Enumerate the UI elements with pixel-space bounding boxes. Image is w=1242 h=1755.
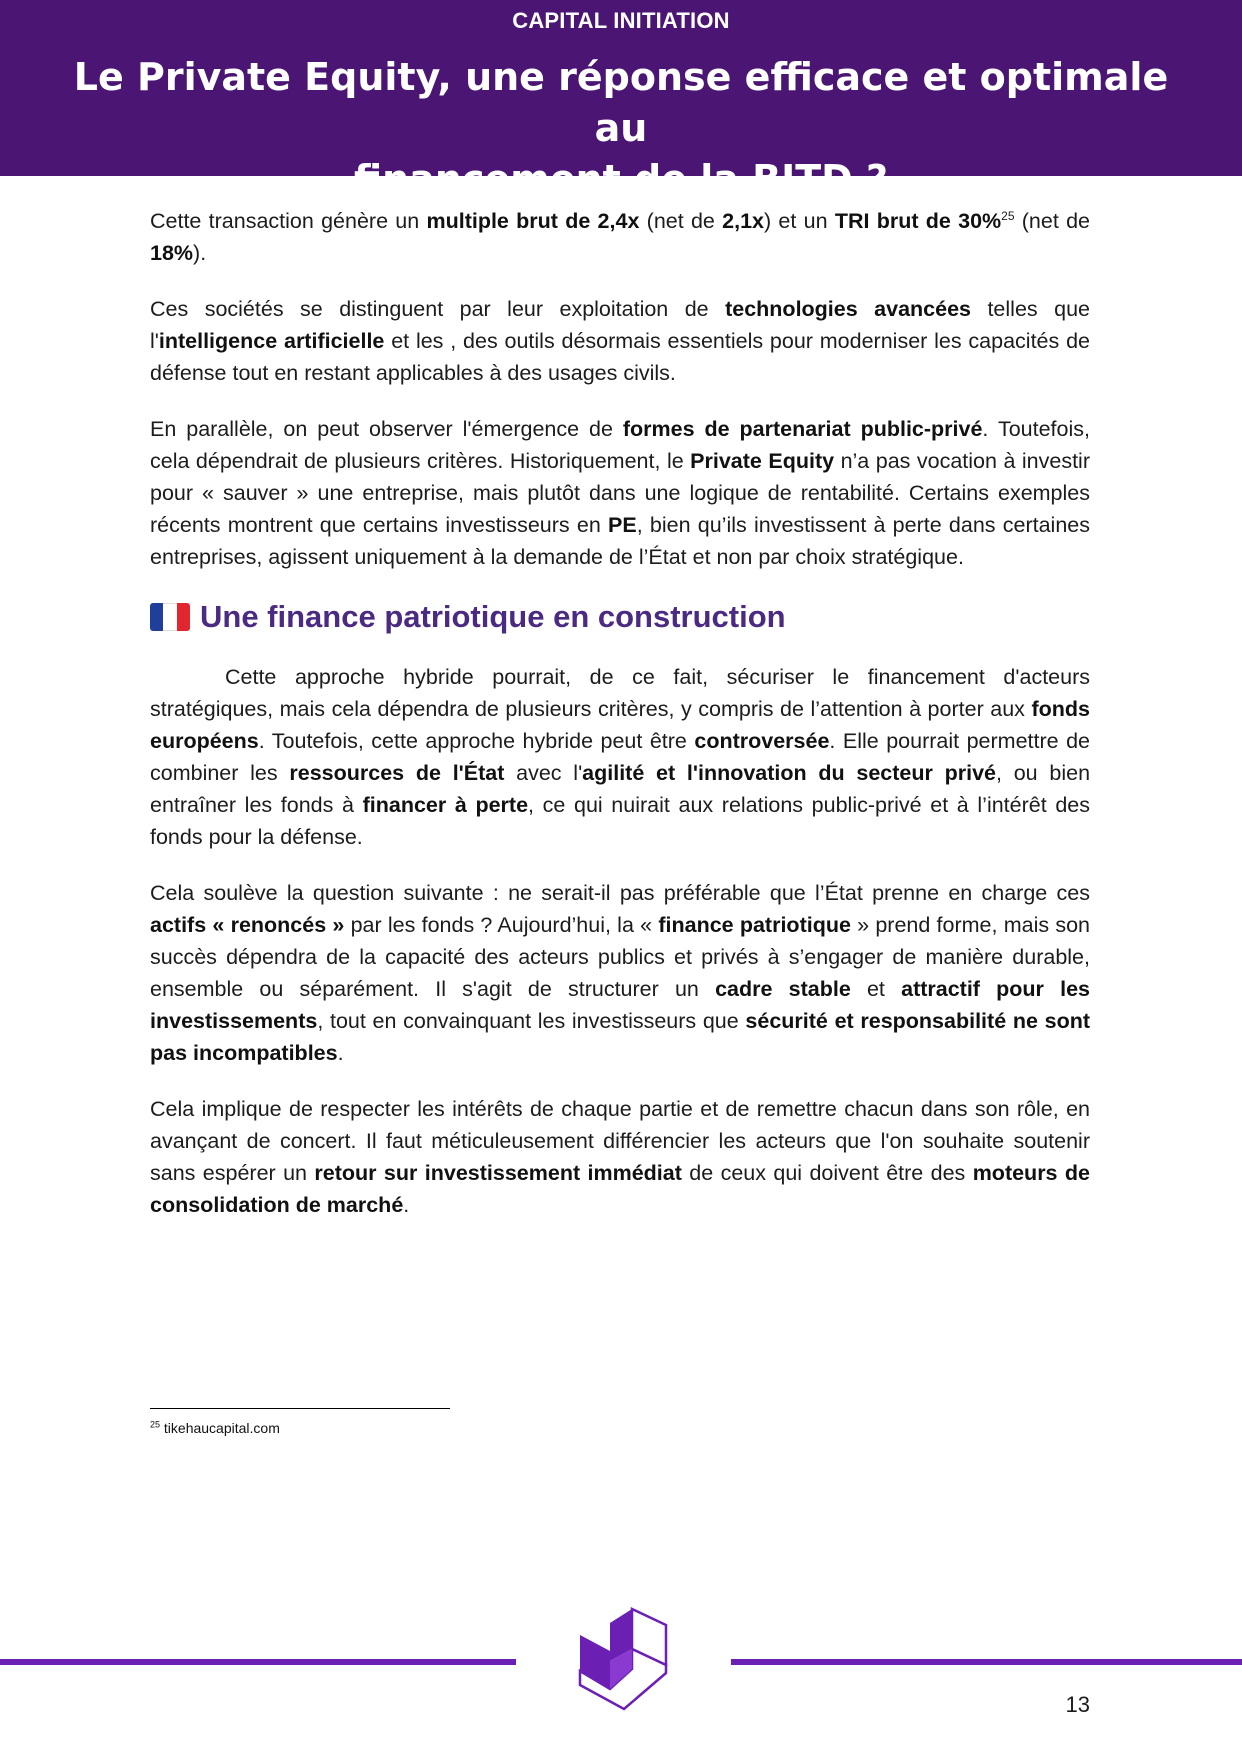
text: En parallèle, on peut observer l'émergence de <box>150 417 623 441</box>
emphasis: retour sur investissement immédiat <box>314 1161 682 1185</box>
page-title <box>60 52 1182 205</box>
emphasis: multiple brut de 2,4x <box>426 209 640 233</box>
text: par les fonds ? Aujourd’hui, la « <box>344 913 659 937</box>
emphasis: ressources de l'État <box>289 761 505 785</box>
text: . <box>337 1041 344 1065</box>
org-name: CAPITAL INITIATION <box>512 8 730 33</box>
emphasis: finance patriotique <box>658 913 851 937</box>
emphasis: cadre stable <box>715 977 851 1001</box>
footnote <box>150 1420 280 1436</box>
footnote-text: tikehaucapital.com <box>160 1420 280 1436</box>
text: et les , des outils désormais essentiels pour moderniser les capacités de défense tout en restant applicables à des usages civils. <box>150 329 1090 385</box>
text: avec l' <box>504 761 583 785</box>
text: . <box>403 1193 410 1217</box>
text: » prend forme, mais son succès dépendra de la capacité des acteurs publics et privés à s’engager de manière durable, ensemble ou séparément. Il s'agit de structurer un <box>150 913 1090 1001</box>
text: . Toutefois, cette approche hybride peut être <box>258 729 695 753</box>
emphasis: attractif pour les investissements <box>150 977 1090 1033</box>
capital-initiation-logo-icon <box>560 1605 690 1715</box>
section-heading-text: Une finance patriotique en construction <box>200 599 786 634</box>
emphasis: moteurs de consolidation de marché <box>150 1161 1090 1217</box>
title-line-2: financement de la BITD ? <box>354 157 888 201</box>
emphasis: financer à perte <box>362 793 529 817</box>
header-banner <box>0 0 1242 201</box>
text: . Toutefois, cela dépendrait de plusieurs critères. Historiquement, le <box>150 417 1090 473</box>
text: Ces sociétés se distinguent par leur exploitation de <box>150 297 726 321</box>
emphasis: 18% <box>150 241 194 265</box>
title-line-1: Le Private Equity, une réponse efficace et optimale au <box>73 55 1169 150</box>
paragraph-2 <box>150 293 1090 389</box>
text: Cette approche hybride pourrait, de ce fait, sécuriser le financement d'acteurs stratégiques, mais cela dépendra de plusieurs critères, y compris de l’attention à porter aux <box>150 665 1090 721</box>
emphasis: PE <box>608 513 637 537</box>
main-content <box>150 205 1090 1245</box>
emphasis: controversée <box>694 729 830 753</box>
text: Cette transaction génère un <box>150 209 427 233</box>
text: ) et un <box>764 209 835 233</box>
footnote-divider <box>150 1408 450 1409</box>
footer-line-left <box>0 1659 516 1665</box>
emphasis: sécurité et responsabilité ne sont pas incompatibles <box>150 1009 1090 1065</box>
emphasis: intelligence artificielle <box>158 329 385 353</box>
text: n’a pas vocation à investir pour « sauver » une entreprise, mais plutôt dans une logique de rentabilité. Certains exemples récents montrent que certains investisseurs en <box>150 449 1090 537</box>
paragraph-5 <box>150 877 1090 1069</box>
text: (net de <box>639 209 723 233</box>
text: ). <box>193 241 207 265</box>
french-flag-icon <box>150 603 190 631</box>
text: . Elle pourrait permettre de combiner les <box>150 729 1090 785</box>
paragraph-6 <box>150 1093 1090 1221</box>
text: telles que l' <box>150 297 1090 353</box>
paragraph-4 <box>150 661 1090 853</box>
text: , ou bien entraîner les fonds à <box>150 761 1091 817</box>
text: Cela implique de respecter les intérêts de chaque partie et de remettre chacun dans son rôle, en avançant de concert. Il faut méticuleusement différencier les acteurs que l'on souhaite soutenir sans espérer un <box>150 1097 1090 1185</box>
emphasis: agilité et l'innovation du secteur privé <box>582 761 997 785</box>
emphasis: fonds européens <box>150 697 1090 753</box>
page-number: 13 <box>1065 1692 1090 1717</box>
text: (net de <box>1014 209 1090 233</box>
section-heading <box>150 597 1090 637</box>
text: Cela soulève la question suivante : ne serait-il pas préférable que l’État prenne en charge ces <box>150 881 1090 905</box>
emphasis: technologies avancées <box>725 297 971 321</box>
emphasis: TRI brut de 30% <box>834 209 1002 233</box>
text: , ce qui nuirait aux relations public-privé et à l’intérêt des fonds pour la défense. <box>150 793 1090 849</box>
text: , tout en convainquant les investisseurs que <box>317 1009 746 1033</box>
paragraph-1 <box>150 205 1090 269</box>
emphasis: Private Equity <box>690 449 835 473</box>
text: de ceux qui doivent être des <box>681 1161 973 1185</box>
footer-line-right <box>731 1659 1242 1665</box>
footnote-ref: 25 <box>1001 208 1015 223</box>
paragraph-3 <box>150 413 1090 573</box>
footnote-number: 25 <box>150 1419 161 1430</box>
text: et <box>850 977 902 1001</box>
text: , bien qu’ils investissent à perte dans certaines entreprises, agissent uniquement à la demande de l’État et non par choix stratégique. <box>150 513 1090 569</box>
emphasis: 2,1x <box>722 209 765 233</box>
emphasis: formes de partenariat public-privé <box>622 417 983 441</box>
emphasis: actifs « renoncés » <box>150 913 345 937</box>
